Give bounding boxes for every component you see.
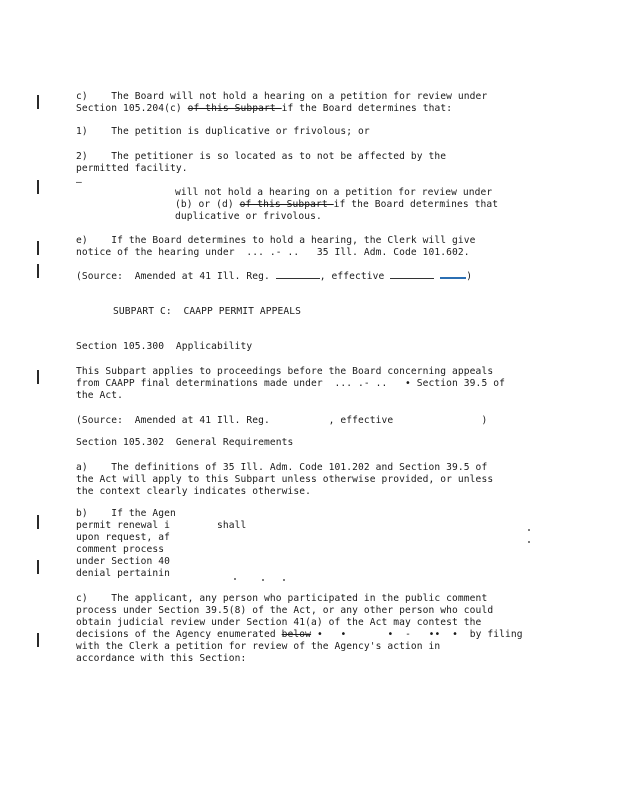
change-bar xyxy=(37,633,39,647)
section-300-line-2: from CAAPP final determinations made under ... .- .. • Section 39.5 of xyxy=(76,378,505,389)
scan-speck xyxy=(234,578,236,580)
source-close: ) xyxy=(466,271,473,282)
paragraph-c-line-2 xyxy=(76,103,452,114)
deleted-text: below xyxy=(281,629,312,640)
scan-speck xyxy=(262,579,264,581)
change-bar xyxy=(37,180,39,194)
section-302-b-line-1: b) If the Agen xyxy=(76,508,176,519)
fragment-line-3: duplicative or frivolous. xyxy=(175,211,322,222)
scan-speck xyxy=(283,579,285,581)
deleted-text: of this Subpart xyxy=(187,103,282,114)
section-302-b-line-2: permit renewal i shall xyxy=(76,520,247,531)
text-run: decisions of the Agency enumerated xyxy=(76,629,282,640)
fragment-line-2 xyxy=(175,199,498,210)
section-300-line-1: This Subpart applies to proceedings before the Board concerning appeals xyxy=(76,366,494,377)
paragraph-e-line-2: notice of the hearing under ... .- .. 35 Ill. Adm. Code 101.602. xyxy=(76,247,470,258)
source-prefix: (Source: Amended at 41 Ill. Reg. xyxy=(76,271,276,282)
change-bar xyxy=(37,241,39,255)
subpart-heading: SUBPART C: CAAPP PERMIT APPEALS xyxy=(113,306,302,317)
section-302-c-line-1: c) The applicant, any person who participated in the public comment xyxy=(76,593,488,604)
section-300-line-3: the Act. xyxy=(76,390,124,401)
section-302-b-line-5: under Section 40 xyxy=(76,556,171,567)
fragment-line-1: will not hold a hearing on a petition for review under xyxy=(175,187,493,198)
change-bar xyxy=(37,560,39,574)
paragraph-e-line-1: e) If the Board determines to hold a hearing, the Clerk will give xyxy=(76,235,476,246)
item-1-line: 1) The petition is duplicative or frivolous; or xyxy=(76,126,370,137)
section-302-c-line-3: obtain judicial review under Section 41(a) of the Act may contest the xyxy=(76,617,482,628)
section-302-heading: Section 105.302 General Requirements xyxy=(76,437,294,448)
scan-speck xyxy=(528,541,530,543)
effective-date-blank-blue xyxy=(440,277,466,279)
section-302-a-line-3: the context clearly indicates otherwise. xyxy=(76,486,312,497)
source-note-1 xyxy=(76,271,472,282)
change-bar xyxy=(37,370,39,384)
change-bar xyxy=(37,264,39,278)
section-302-c-line-6: accordance with this Section: xyxy=(76,653,247,664)
text-run: Section 105.204(c) xyxy=(76,103,188,114)
section-302-a-line-1: a) The definitions of 35 Ill. Adm. Code 101.202 and Section 39.5 of xyxy=(76,462,488,473)
paragraph-c-line-1: c) The Board will not hold a hearing on a petition for review under xyxy=(76,91,488,102)
change-bar xyxy=(37,515,39,529)
item-2-line-2: permitted facility. xyxy=(76,163,188,174)
change-bar xyxy=(37,95,39,109)
section-302-c-line-2: process under Section 39.5(8) of the Act, or any other person who could xyxy=(76,605,494,616)
source-effective: , effective xyxy=(319,271,391,282)
deleted-text: of this Subpart xyxy=(239,199,334,210)
section-300-heading: Section 105.300 Applicability xyxy=(76,341,253,352)
text-run: if the Board determines that xyxy=(333,199,499,210)
item-2-line-1: 2) The petitioner is so located as to not be affected by the xyxy=(76,151,447,162)
text-run: (b) or (d) xyxy=(175,199,240,210)
section-302-a-line-2: the Act will apply to this Subpart unless otherwise provided, or unless xyxy=(76,474,494,485)
text-run: if the Board determines that: xyxy=(281,103,453,114)
text-run: • • • - •• • by filing xyxy=(311,629,523,640)
fragment-dash: — xyxy=(76,177,82,188)
section-302-c-line-4 xyxy=(76,629,523,640)
section-302-b-line-4: comment process xyxy=(76,544,165,555)
section-302-c-line-5: with the Clerk a petition for review of the Agency's action in xyxy=(76,641,441,652)
section-302-b-line-3: upon request, af xyxy=(76,532,171,543)
section-302-b-line-6: denial pertainin xyxy=(76,568,171,579)
effective-date-blank xyxy=(390,278,434,279)
register-volume-blank xyxy=(276,278,320,279)
source-note-2: (Source: Amended at 41 Ill. Reg. , effective ) xyxy=(76,415,488,426)
scan-speck xyxy=(528,529,530,531)
